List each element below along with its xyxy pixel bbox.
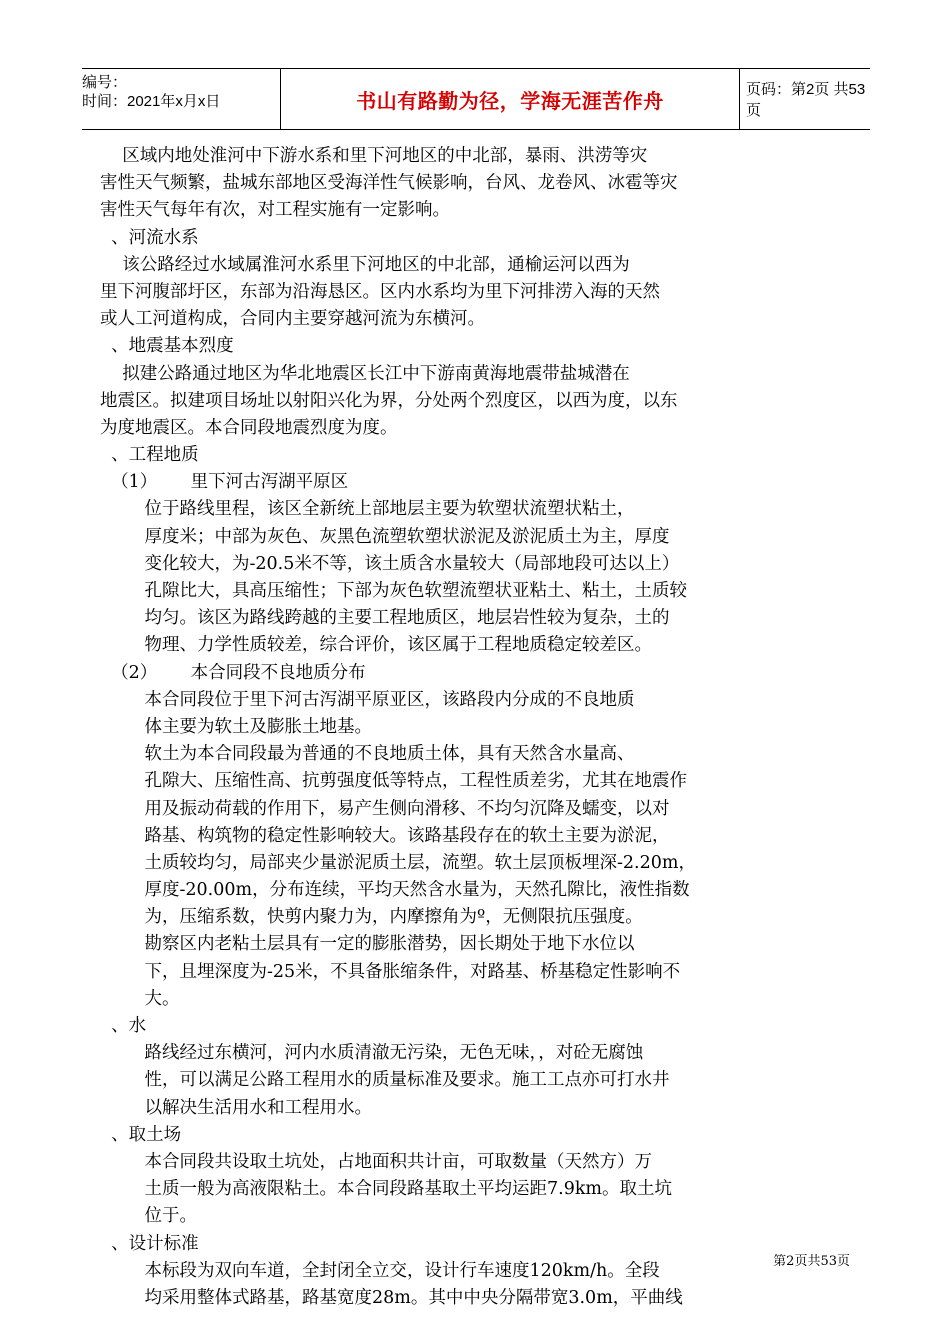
body-line: 均匀。该区为路线跨越的主要工程地质区，地层岩性较为复杂，土的 [100,608,670,629]
body-line: 害性天气每年有次，对工程实施有一定影响。 [100,200,450,221]
body-line: 或人工河道构成，合同内主要穿越河流为东横河。 [100,309,485,330]
page-header [82,68,870,130]
body-line: 以解决生活用水和工程用水。 [100,1097,373,1118]
body-line: 孔隙比大，具高压缩性；下部为灰色软塑流塑状亚粘土、粘土，土质较 [100,581,687,601]
body-line: （2） 本合同段不良地质分布 [100,662,366,683]
body-line: 路基、构筑物的稳定性影响较大。该路基段存在的软土主要为淤泥， [100,825,670,846]
body-line: 、取土场 [100,1124,182,1145]
body-line: 为，压缩系数，快剪内聚力为，内摩擦角为º，无侧限抗压强度。 [100,907,643,928]
body-line: 拟建公路通过地区为华北地震区长江中下游南黄海地震带盐城潜在 [100,363,630,384]
body-line: 厚度米；中部为灰色、灰黑色流塑软塑状淤泥及淤泥质土为主，厚度 [100,526,670,547]
body-line: 该公路经过水域属淮河水系里下河地区的中北部，通榆运河以西为 [100,254,630,275]
body-line: 用及振动荷载的作用下，易产生侧向滑移、不均匀沉降及蠕变，以对 [100,798,670,819]
body-line: 害性天气频繁，盐城东部地区受海洋性气候影响，台风、龙卷风、冰雹等灾 [100,173,678,194]
page-footer [773,1250,850,1269]
body-line: 地震区。拟建项目场址以射阳兴化为界，分处两个烈度区，以西为度，以东 [100,390,678,411]
header-page-number: 页码：第2页 共53页 [746,81,866,119]
body-line: 大。 [100,988,180,1009]
body-line: 位于。 [100,1206,198,1227]
body-line: （1） 里下河古泻湖平原区 [100,472,349,493]
document-body [100,143,854,1312]
body-line: 区域内地处淮河中下游水系和里下河地区的中北部，暴雨、洪涝等灾 [100,146,648,166]
body-line: 位于路线里程，该区全新统上部地层主要为软塑状流塑状粘土， [100,499,635,520]
body-line: 为度地震区。本合同段地震烈度为度。 [100,417,398,438]
body-line: 、设计标准 [100,1233,199,1254]
header-motto-cell [280,69,740,129]
body-line: 、水 [100,1016,147,1036]
body-line: 均采用整体式路基，路基宽度28m。其中中央分隔带宽3.0m，平曲线 [100,1287,683,1308]
footer-page-number: 第2页共53页 [773,1254,850,1269]
body-line: 本标段为双向车道，全封闭全立交，设计行车速度120km/h。全段 [100,1260,660,1281]
body-line: 、工程地质 [100,445,199,466]
body-line: 孔隙大、压缩性高、抗剪强度低等特点，工程性质差劣，尤其在地震作 [100,771,687,792]
header-page-cell [738,69,870,129]
body-line: 勘察区内老粘土层具有一定的膨胀潜势，因长期处于地下水位以 [100,934,635,955]
header-motto: 书山有路勤为径，学海无涯苦作舟 [356,88,664,113]
body-line: 、地震基本烈度 [100,336,234,357]
body-line: 体主要为软土及膨胀土地基。 [100,716,373,737]
body-line: 性，可以满足公路工程用水的质量标准及要求。施工工点亦可打水井 [100,1070,670,1091]
document-time-label: 时间：2021年x月x日 [82,93,221,110]
body-line: 本合同段位于里下河古泻湖平原亚区，该路段内分成的不良地质 [100,689,635,710]
body-line: 厚度-20.00m，分布连续，平均天然含水量为，天然孔隙比，液性指数 [100,880,690,901]
body-line: 变化较大，为-20.5米不等，该土质含水量较大（局部地段可达以上） [100,553,680,574]
header-meta [82,69,280,129]
body-line: 下，且埋深度为-25米，不具备胀缩条件，对路基、桥基稳定性影响不 [100,961,681,982]
body-line: 软土为本合同段最为普通的不良地质土体，具有天然含水量高、 [100,744,635,765]
body-line: 本合同段共设取土坑处，占地面积共计亩，可取数量（天然方）万 [100,1151,652,1172]
body-line: 土质较均匀，局部夹少量淤泥质土层，流塑。软土层顶板埋深-2.20m， [100,852,696,873]
document-number-label: 编号： [82,74,128,91]
body-line: 、河流水系 [100,227,199,248]
body-line: 物理、力学性质较差，综合评价，该区属于工程地质稳定较差区。 [100,635,652,656]
body-line: 里下河腹部圩区，东部为沿海恳区。区内水系均为里下河排涝入海的天然 [100,281,660,302]
body-line: 土质一般为高液限粘土。本合同段路基取土平均运距7.9km。取土坑 [100,1179,673,1200]
body-line: 路线经过东横河，河内水质清澈无污染，无色无味，，对砼无腐蚀 [100,1043,644,1064]
